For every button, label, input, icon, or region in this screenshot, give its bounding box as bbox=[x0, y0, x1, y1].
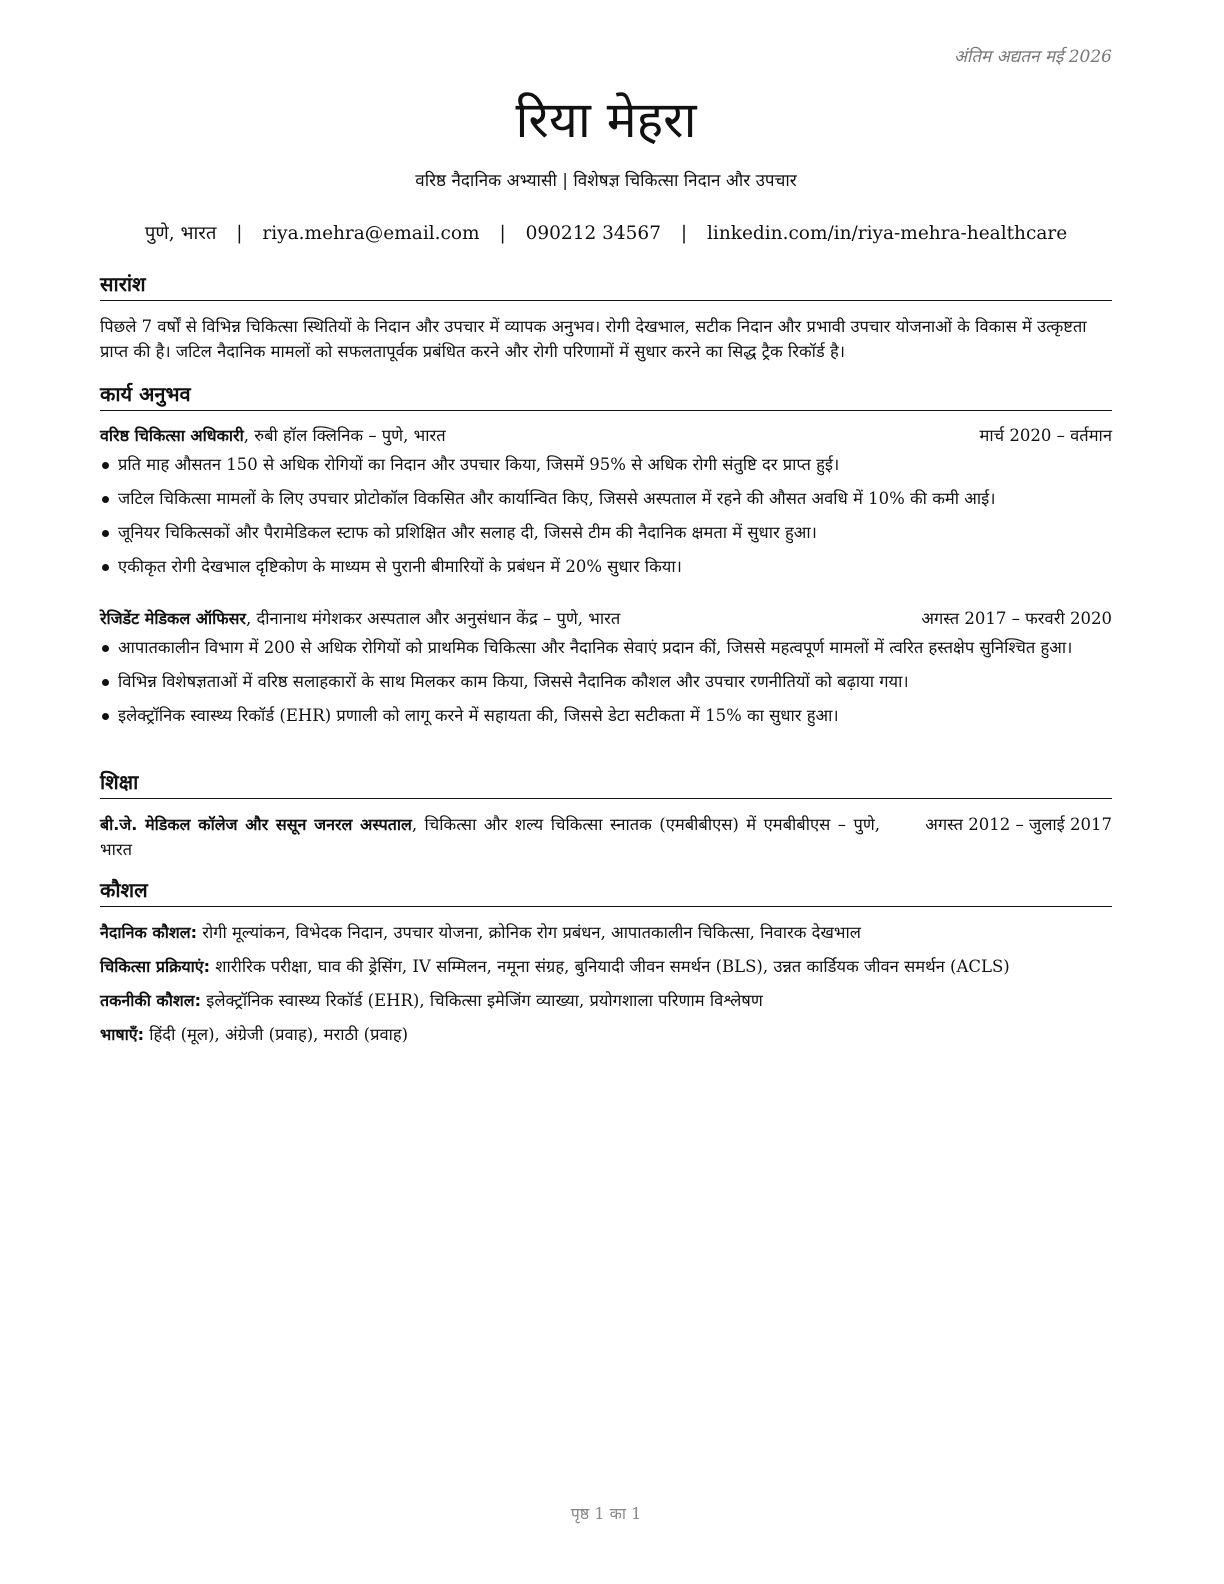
contact-separator: | bbox=[499, 223, 506, 244]
education-degree: , चिकित्सा और शल्य चिकित्सा स्नातक (एमबीबीएस) में एमबीबीएस – पुणे, भारत bbox=[100, 815, 880, 859]
page-indicator: पृष्ठ 1 का 1 bbox=[570, 1504, 642, 1523]
contact-location: पुणे, भारत bbox=[144, 223, 217, 244]
section-title-experience: कार्य अनुभव bbox=[100, 380, 1112, 411]
summary-text: पिछले 7 वर्षों से विभिन्न चिकित्सा स्थितियों के निदान और उपचार में व्यापक अनुभव। रोगी देखभाल, सटीक निदान और प्रभावी उपचार योजनाओं के विकास में उत्कृष्टता प्राप्त की है। जटिल नैदानिक मामलों को सफलतापूर्वक प्रबंधित करने और रोगी परिणामों में सुधार करने का सिद्ध ट्रैक रिकॉर्ड है। bbox=[100, 317, 1087, 361]
job-header bbox=[100, 423, 1112, 446]
contact-separator: | bbox=[236, 223, 243, 244]
job-bullets bbox=[100, 452, 1112, 588]
candidate-name: रिया मेहरा bbox=[515, 91, 697, 149]
job-bullet: एकीकृत रोगी देखभाल दृष्टिकोण के माध्यम से पुरानी बीमारियों के प्रबंधन में 20% सुधार किया। bbox=[118, 554, 1112, 579]
job-bullet: प्रति माह औसतन 150 से अधिक रोगियों का निदान और उपचार किया, जिसमें 95% से अधिक रोगी संतुष्टि दर प्राप्त हुई। bbox=[118, 452, 1112, 477]
skill-label: नैदानिक कौशल: bbox=[100, 923, 197, 942]
job-bullet: जूनियर चिकित्सकों और पैरामेडिकल स्टाफ को प्रशिक्षित और सलाह दी, जिससे टीम की नैदानिक क्षमता में सुधार हुआ। bbox=[118, 520, 1112, 545]
section-title-education: शिक्षा bbox=[100, 768, 1112, 799]
job-organization: , दीनानाथ मंगेशकर अस्पताल और अनुसंधान केंद्र – पुणे, भारत bbox=[245, 609, 621, 628]
job-header bbox=[100, 606, 1112, 629]
contact-phone[interactable]: 090212 34567 bbox=[525, 223, 661, 244]
education-dates: अगस्त 2012 – जुलाई 2017 bbox=[925, 815, 1112, 834]
skill-label: चिकित्सा प्रक्रियाएं: bbox=[100, 957, 211, 976]
contact-email[interactable]: riya.mehra@email.com bbox=[262, 223, 480, 244]
skill-value: इलेक्ट्रॉनिक स्वास्थ्य रिकॉर्ड (EHR), चिकित्सा इमेजिंग व्याख्या, प्रयोगशाला परिणाम विश्लेषण bbox=[201, 991, 763, 1010]
skill-line bbox=[100, 988, 1112, 1011]
job-bullets bbox=[100, 635, 1112, 737]
contact-separator: | bbox=[680, 223, 688, 244]
job-dates: मार्च 2020 – वर्तमान bbox=[979, 426, 1112, 445]
job-bullet: विभिन्न विशेषज्ञताओं में वरिष्ठ सलाहकारों के साथ मिलकर काम किया, जिससे नैदानिक कौशल और उपचार रणनीतियों को बढ़ाया गया। bbox=[118, 669, 1112, 694]
skill-value: हिंदी (मूल), अंग्रेजी (प्रवाह), मराठी (प्रवाह) bbox=[144, 1025, 409, 1044]
skill-label: भाषाएँ: bbox=[100, 1025, 145, 1044]
education-entry bbox=[100, 812, 1112, 862]
education-institution: बी.जे. मेडिकल कॉलेज और ससून जनरल अस्पताल bbox=[100, 815, 412, 834]
job-role: रेजिडेंट मेडिकल ऑफिसर bbox=[100, 609, 246, 628]
contact-linkedin[interactable]: linkedin.com/in/riya-mehra-healthcare bbox=[706, 223, 1068, 244]
resume-page bbox=[100, 0, 1112, 1584]
last-updated: अंतिम अद्यतन मई 2026 bbox=[953, 47, 1112, 67]
skill-line bbox=[100, 954, 1112, 977]
section-title-skills: कौशल bbox=[100, 876, 1112, 907]
skill-value: शारीरिक परीक्षा, घाव की ड्रेसिंग, IV सम्मिलन, नमूना संग्रह, बुनियादी जीवन समर्थन (BLS), उन्नत कार्डियक जीवन समर्थन (ACLS) bbox=[210, 957, 1010, 976]
job-role: वरिष्ठ चिकित्सा अधिकारी bbox=[100, 426, 244, 445]
job-bullet: आपातकालीन विभाग में 200 से अधिक रोगियों को प्राथमिक चिकित्सा और नैदानिक सेवाएं प्रदान कीं, जिससे महत्वपूर्ण मामलों में त्वरित हस्तक्षेप सुनिश्चित हुआ। bbox=[118, 635, 1112, 660]
skill-line bbox=[100, 920, 1112, 943]
professional-subtitle: वरिष्ठ नैदानिक अभ्यासी | विशेषज्ञ चिकित्सा निदान और उपचार bbox=[415, 171, 797, 191]
skill-line bbox=[100, 1022, 1112, 1045]
job-bullet: जटिल चिकित्सा मामलों के लिए उपचार प्रोटोकॉल विकसित और कार्यान्वित किए, जिससे अस्पताल में रहने की औसत अवधि में 10% की कमी आई। bbox=[118, 486, 1112, 511]
skill-value: रोगी मूल्यांकन, विभेदक निदान, उपचार योजना, क्रोनिक रोग प्रबंधन, आपातकालीन चिकित्सा, निवारक देखभाल bbox=[196, 923, 861, 942]
section-title-summary: सारांश bbox=[100, 270, 1112, 301]
skill-label: तकनीकी कौशल: bbox=[100, 991, 201, 1010]
job-dates: अगस्त 2017 – फरवरी 2020 bbox=[921, 609, 1112, 628]
contact-line bbox=[100, 220, 1112, 245]
job-bullet: इलेक्ट्रॉनिक स्वास्थ्य रिकॉर्ड (EHR) प्रणाली को लागू करने में सहायता की, जिससे डेटा सटीकता में 15% का सुधार हुआ। bbox=[118, 703, 1112, 728]
job-organization: , रुबी हॉल क्लिनिक – पुणे, भारत bbox=[243, 426, 446, 445]
